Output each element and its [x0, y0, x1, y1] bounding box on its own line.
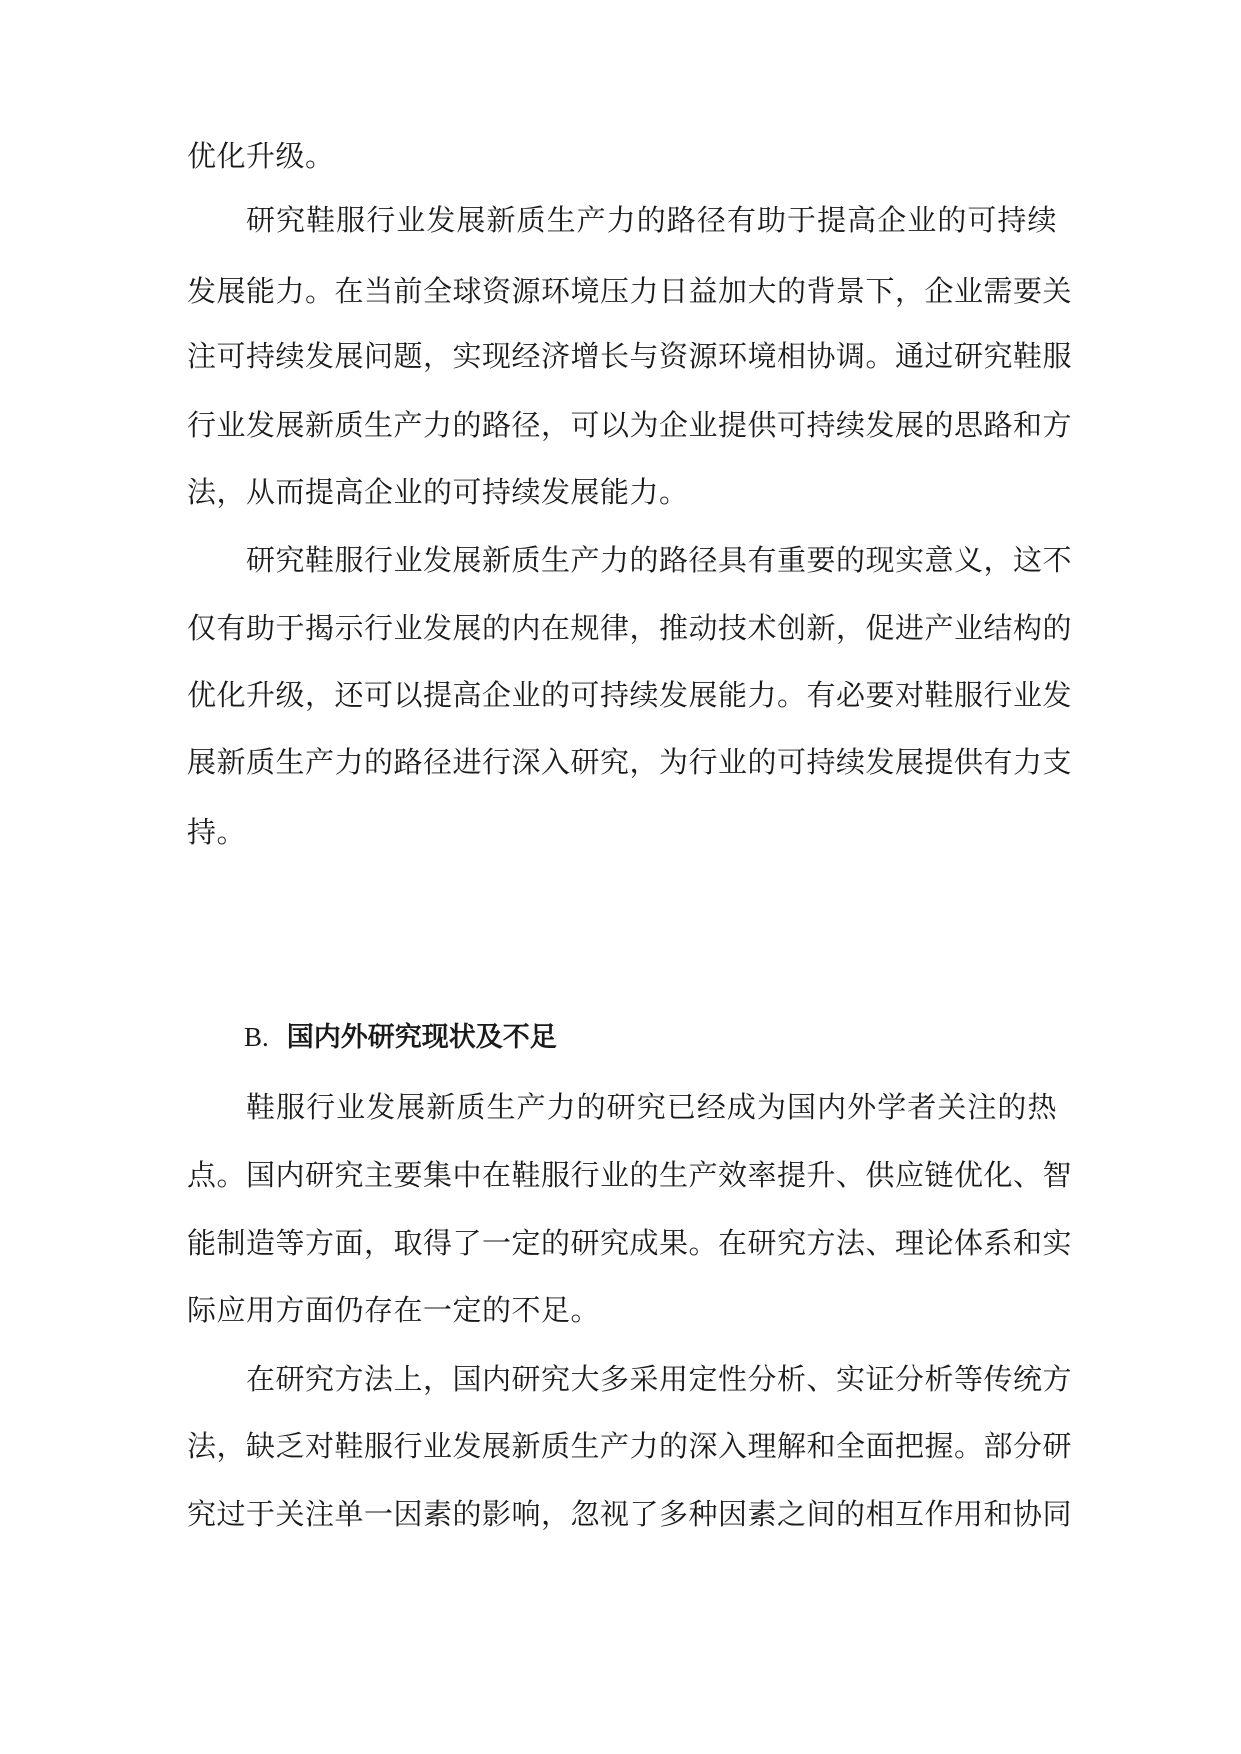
section-title: 国内外研究现状及不足 [286, 1022, 557, 1053]
text-line: 优化升级。 [187, 139, 335, 173]
section-marker: B. [244, 1022, 269, 1052]
text-line: 行业发展新质生产力的路径，可以为企业提供可持续发展的思路和方 [187, 408, 1073, 442]
text-line: 发展能力。在当前全球资源环境压力日益加大的背景下，企业需要关 [187, 274, 1073, 308]
text-line: 鞋服行业发展新质生产力的研究已经成为国内外学者关注的热 [246, 1090, 1057, 1124]
text-line: 研究鞋服行业发展新质生产力的路径有助于提高企业的可持续 [246, 203, 1057, 237]
text-line: 持。 [187, 815, 247, 849]
section-heading [244, 1017, 557, 1058]
text-line: 优化升级，还可以提高企业的可持续发展能力。有必要对鞋服行业发 [187, 678, 1073, 712]
text-line: 法，缺乏对鞋服行业发展新质生产力的深入理解和全面把握。部分研 [187, 1429, 1073, 1463]
text-line: 际应用方面仍存在一定的不足。 [187, 1293, 601, 1327]
text-line: 法，从而提高企业的可持续发展能力。 [187, 475, 689, 509]
text-line: 仅有助于揭示行业发展的内在规律，推动技术创新，促进产业结构的 [187, 611, 1073, 645]
text-line: 展新质生产力的路径进行深入研究，为行业的可持续发展提供有力支 [187, 745, 1073, 779]
text-line: 在研究方法上，国内研究大多采用定性分析、实证分析等传统方 [246, 1362, 1073, 1396]
text-line: 研究鞋服行业发展新质生产力的路径具有重要的现实意义，这不 [246, 543, 1073, 577]
text-line: 注可持续发展问题，实现经济增长与资源环境相协调。通过研究鞋服 [187, 339, 1073, 373]
text-line: 究过于关注单一因素的影响，忽视了多种因素之间的相互作用和协同 [187, 1497, 1073, 1531]
text-line: 点。国内研究主要集中在鞋服行业的生产效率提升、供应链优化、智 [187, 1158, 1073, 1192]
text-line: 能制造等方面，取得了一定的研究成果。在研究方法、理论体系和实 [187, 1226, 1073, 1260]
